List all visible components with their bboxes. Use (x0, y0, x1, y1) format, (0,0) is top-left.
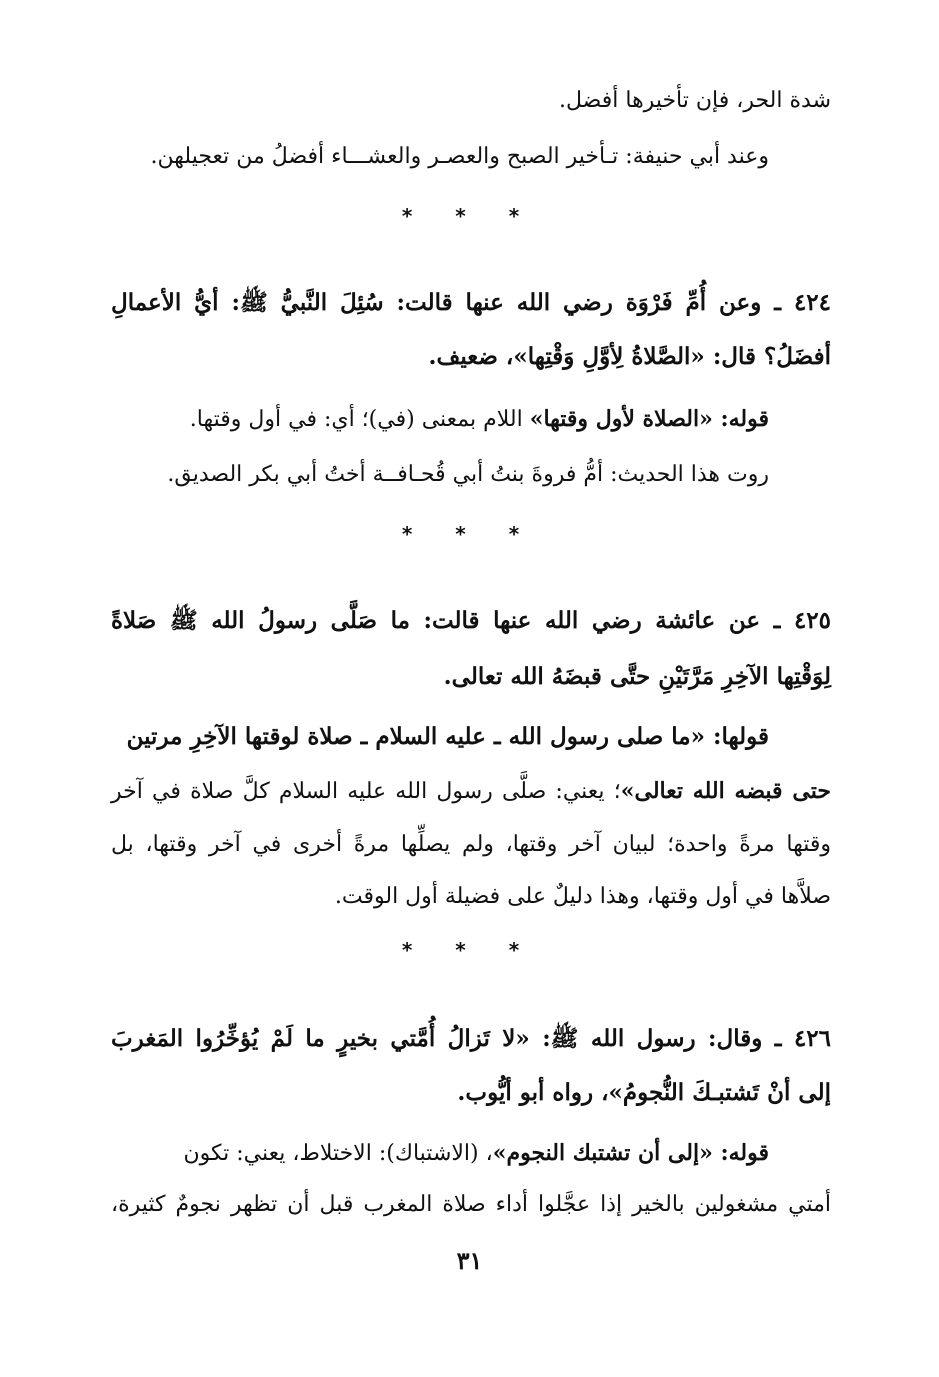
section-separator: * * * (401, 522, 538, 546)
text-line: وعند أبي حنيفة: تـأخير الصبح والعصـر والعشـــاء أفضلُ من تعجيلهن. (150, 144, 769, 169)
commentary-425-line-1: قولها: «ما صلى رسول الله ـ عليه السلام ـ صلاة لوقتها الآخِرِ مرتين (126, 723, 769, 750)
hadith-426-line-1: ٤٢٦ ـ وقال: رسول الله ﷺ: «لا تَزالُ أُمَّتي بخيرٍ ما لَمْ يُؤخِّرُوا المَغربَ (111, 1025, 831, 1052)
hadith-425-line-2: لِوَقْتِها الآخِرِ مَرَّتَيْنِ حتَّى قبضَهُ الله تعالى. (443, 663, 831, 690)
hadith-425-line-1: ٤٢٥ ـ عن عائشة رضي الله عنها قالت: ما صَلَّى رسولُ الله ﷺ صَلاةً (111, 607, 831, 634)
explanation: ؛ يعني: صلَّى رسول الله عليه السلام كلَّ صلاة في آخر (111, 779, 621, 804)
hadith-426-line-2: إلى أنْ تَشتبـكَ النُّجومُ»، رواه أبو أيُّوب. (457, 1079, 831, 1106)
commentary-426-line-1 (183, 1136, 769, 1171)
hadith-424-line-2: أفضَلُ؟ قال: «الصَّلاةُ لِأوَّلِ وَقْتِها»، ضعيف. (428, 343, 831, 370)
quoted-phrase: قوله: «الصلاة لأول وقتها» (529, 406, 769, 432)
explanation: اللام بمعنى (في)؛ أي: في أول وقتها. (189, 407, 530, 432)
explanation: ، (الاشتباك): الاختلاط، يعني: تكون (183, 1141, 493, 1166)
section-separator: * * * (401, 938, 538, 962)
page-number: ٣١ (456, 1246, 483, 1275)
section-separator: * * * (401, 204, 538, 228)
commentary-426-line-2: أمتي مشغولين بالخير إذا عجَّلوا أداء صلاة المغرب قبل أن تظهر نجومٌ كثيرة، (111, 1192, 831, 1217)
commentary-424-line-2: روت هذا الحديث: أمُّ فروةَ بنتُ أبي قُحـافــة أختُ أبي بكر الصديق. (167, 462, 769, 487)
commentary-425-line-3: وقتها مرةً واحدة؛ لبيان آخر وقتها، ولم يصلِّها مرةً أخرى في آخر وقتها، بل (111, 832, 831, 857)
commentary-424-line-1 (190, 402, 769, 437)
quoted-phrase: حتى قبضه الله تعالى» (620, 778, 831, 804)
text-line: شدة الحر، فإن تأخيرها أفضل. (559, 88, 831, 113)
commentary-425-line-4: صلاَّها في أول وقتها، وهذا دليلٌ على فضيلة أول الوقت. (334, 884, 831, 909)
quoted-phrase: قوله: «إلى أن تشتبك النجوم» (492, 1140, 769, 1166)
commentary-425-line-2 (111, 774, 831, 809)
hadith-424-line-1: ٤٢٤ ـ وعن أُمِّ فَرْوَة رضي الله عنها قالت: سُئِلَ النَّبيُّ ﷺ: أيُّ الأعمالِ (111, 289, 831, 316)
